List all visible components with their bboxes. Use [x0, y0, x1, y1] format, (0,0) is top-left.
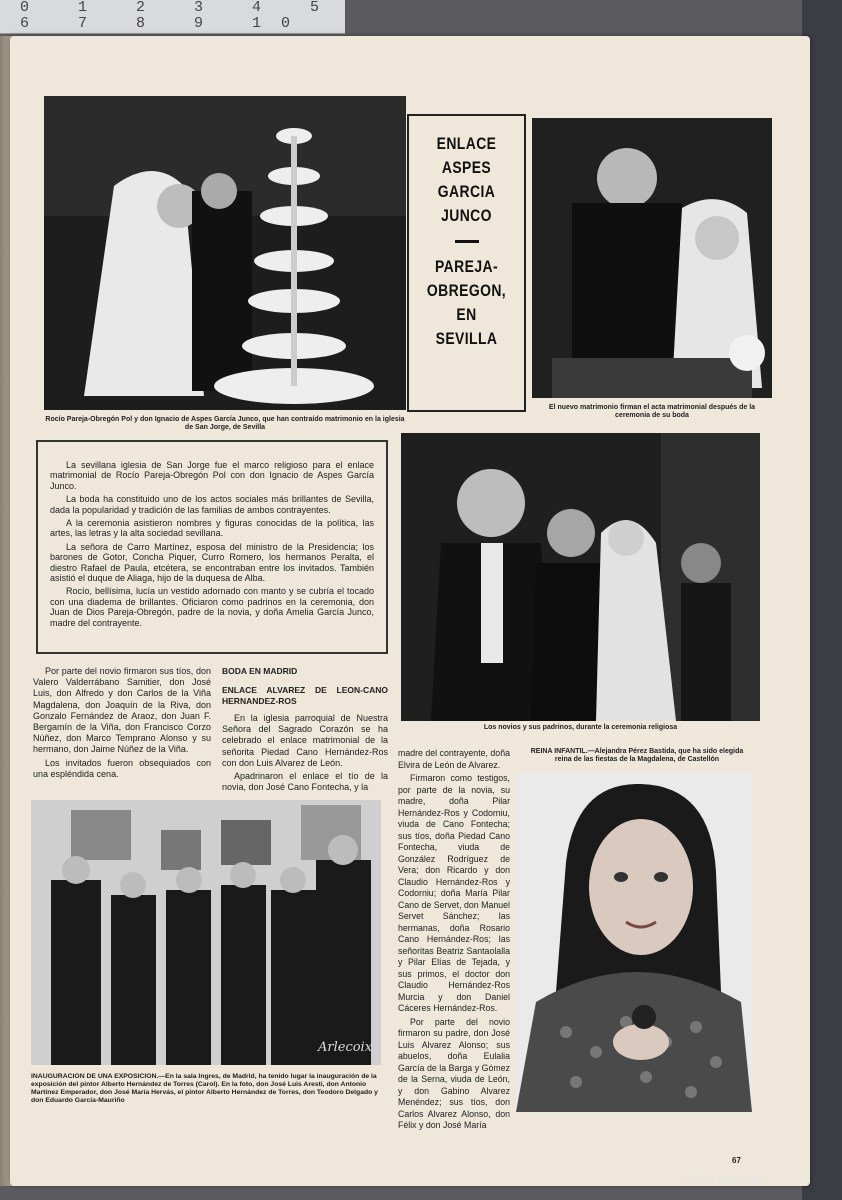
column-paragraph: Por parte del novio firmaron su padre, don José Luis Alvarez Alonso; sus abuelos, doña Eulalia García de la Barga y Gómez de la Serna, viuda de León, y don Gabino Alvarez Menéndez; sus tíos, don Carlos Alvarez Alonso, don Félix y don José María	[398, 1016, 510, 1130]
photographer-signature: Arlecoix	[318, 1040, 373, 1055]
title-line: PAREJA-	[434, 257, 499, 276]
article-paragraph: A la ceremonia asistieron nombres y figuras conocidas de la política, las artes, las letras y la alta sociedad sevillana.	[50, 518, 374, 539]
photo-ceremony	[401, 433, 760, 721]
column-paragraph: En la iglesia parroquial de Nuestra Señora del Sagrado Corazón se ha celebrado el enlace matrimonial de la señorita Piedad Cano Hernández-Ros con don Luis Alvarez de León.	[222, 713, 388, 768]
column-paragraph: Por parte del novio firmaron sus tíos, don Valero Valderrábano Samitier, don José Luis, don Alfredo y don Carlos de la Viña Magdalena, don Joaquín de la Riva, don Gonzalo Fernández de Araoz, don Juan F. Bergamín de la Viña, don Francisco Corzo Núñez, don Marco Temprano Alonso y su hermano, don Jaime Núñez de la Viña.	[33, 666, 211, 755]
title-line: GARCIA	[437, 182, 496, 201]
section-heading: ENLACE ALVAREZ DE LEON-CANO HERNANDEZ-ROS	[222, 685, 388, 706]
title-line: EN	[456, 305, 477, 324]
photo-signing	[532, 118, 772, 398]
article-paragraph: La sevillana iglesia de San Jorge fue el marco religioso para el enlace matrimonial de Rocío Pareja-Obregón Pol con don Ignacio de Aspes García Junco.	[50, 460, 374, 491]
main-article-box	[36, 440, 388, 654]
caption-ceremony: Los novios y sus padrinos, durante la ceremonia religiosa	[483, 724, 678, 731]
article-paragraph: La boda ha constituido uno de los actos sociales más brillantes de Sevilla, dada la popularidad y tradición de las familias de ambos contrayentes.	[50, 494, 374, 515]
section-heading: BODA EN MADRID	[222, 666, 298, 676]
photo-girl	[516, 772, 752, 1112]
article-paragraph: La señora de Carro Martínez, esposa del ministro de la Presidencia; los barones de Gotor, Concha Piquer, Curro Romero, los hermanos Peralta, el diestro Rafael de Paula, etcétera, se encontraban entre los invitados. También asistió el duque de Aliaga, hijo de la duquesa de Alba.	[50, 541, 374, 584]
title-line: OBREGON,	[426, 281, 507, 300]
caption-girl: REINA INFANTIL.—Alejandra Pérez Bastida, que ha sido elegida reina de las fiestas de la Magdalena, de Castellón	[530, 748, 744, 763]
text-column-1	[33, 666, 211, 782]
column-paragraph: madre del contrayente, doña Elvira de León de Alvarez.	[398, 748, 510, 770]
text-column-3	[398, 748, 510, 1134]
title-divider	[455, 240, 479, 243]
title-line: ENLACE	[436, 134, 497, 153]
article-title-box	[407, 114, 526, 412]
caption-cake: Rocío Pareja-Obregón Pol y don Ignacio de Aspes García Junco, que han contraído matrimonio en la iglesia de San Jorge, de Sevilla	[45, 416, 405, 431]
caption-signing: El nuevo matrimonio firman el acta matrimonial después de la ceremonia de su boda	[548, 404, 756, 419]
watermark: todocoleccion	[686, 1174, 765, 1186]
photo-cake-cutting	[44, 96, 406, 410]
article-paragraph: Rocío, bellísima, lucía un vestido adornado con manto y se cubría el tocado con una diadema de brillantes. Oficiaron como padrinos en la ceremonia, don Juan de Dios Pareja-Obregón, padre de la novia, y doña Amelia García Junco, madre del contrayente.	[50, 586, 374, 628]
measuring-ruler: 0 1 2 3 4 5 6 7 8 9 10	[0, 0, 345, 34]
page-number: 67	[732, 1156, 741, 1165]
column-paragraph: Firmaron como testigos, por parte de la novia, su madre, doña Pilar Hernández-Ros y Codorniu, viuda de Cano Fontecha; sus tíos, doña Piedad Cano Fontecha, viuda de González Rodríguez de Vera; don Ricardo y don Claudio Hernández-Ros y Codorniu; doña María Pilar Cano de Servet, don Manuel Servet Sánchez; las hermanas, doña Rosario Cano Hernández-Ros; las señoritas Beatriz Santaolalla y Pilar Elías de Tejada, y sus primos, el doctor don Claudio Hernández-Ros Murcia y don Daniel Cáceres Hernández-Ros.	[398, 773, 510, 1013]
text-column-2	[222, 666, 388, 795]
title-line: ASPES	[441, 158, 492, 177]
title-line: JUNCO	[441, 206, 492, 225]
column-paragraph: Los invitados fueron obsequiados con una espléndida cena.	[33, 757, 211, 779]
column-paragraph: Apadrinaron el enlace el tío de la novia, don José Cano Fontecha, y la	[222, 771, 388, 793]
title-line: SEVILLA	[435, 329, 498, 348]
photo-exhibition	[31, 800, 381, 1065]
caption-exhibition: INAUGURACION DE UNA EXPOSICION.—En la sala Ingres, de Madrid, ha tenido lugar la inauguración de la exposición del pintor Alberto Hernández de Torres (Carol). En la foto, don José Luis Aresti, don Antonio Martínez Emperador, don José María Hervás, el pintor Alberto Hernández de Torres, don Teodoro Delgado y don Eduardo García-Mauriño	[31, 1073, 378, 1104]
